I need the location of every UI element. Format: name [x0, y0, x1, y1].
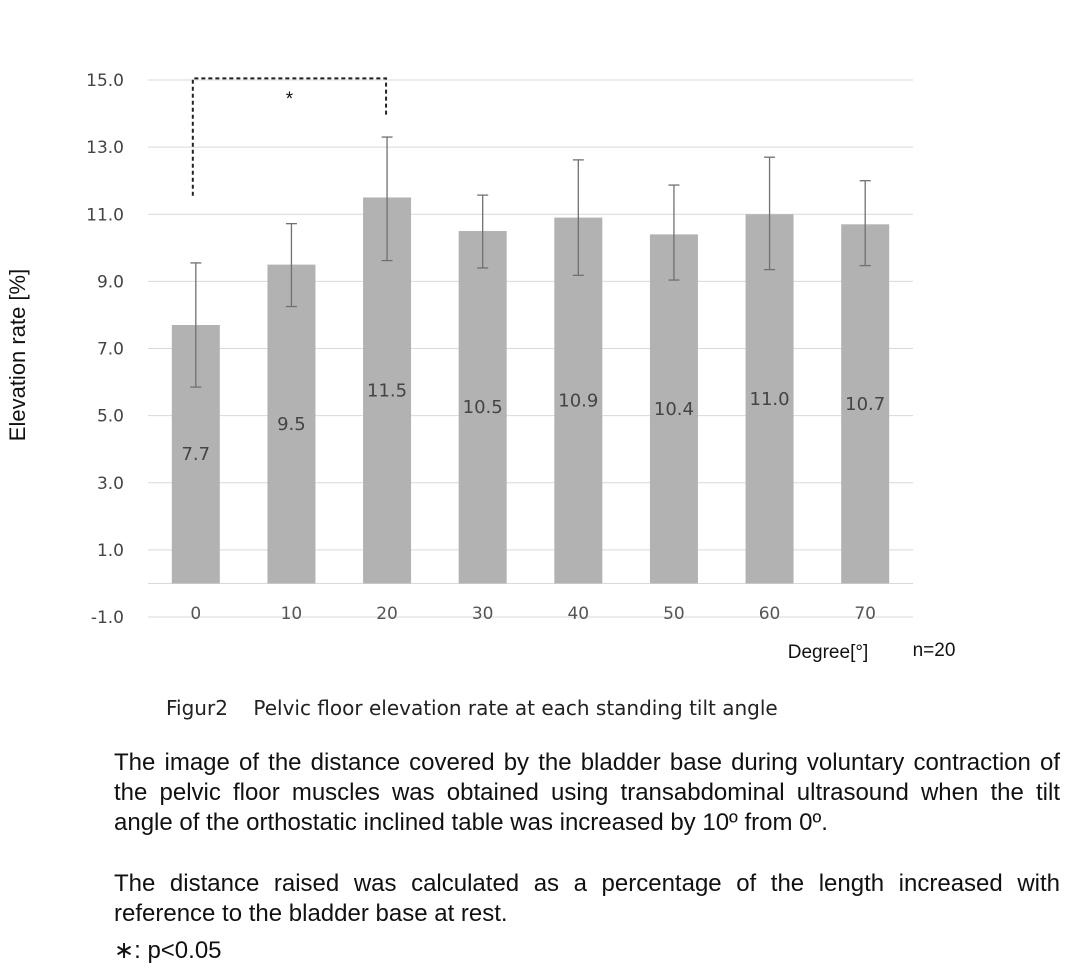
y-tick-label: 1.0 [96, 540, 124, 561]
y-axis-title: Elevation rate [%] [5, 268, 30, 442]
data-label: 10.5 [462, 397, 503, 419]
data-label: 9.5 [277, 414, 306, 436]
significance-bracket [193, 78, 386, 195]
data-label: 11.0 [749, 388, 790, 410]
figure-caption: Figur2 Pelvic floor elevation rate at each standing tilt angle [166, 696, 778, 720]
data-label: 10.7 [845, 393, 886, 415]
sample-size-note: n=20 [912, 640, 956, 661]
description-paragraph-2: The distance raised was calculated as a percentage of the length increased with reference to the bladder base at rest. [114, 870, 1060, 927]
y-tick-label: 13.0 [86, 138, 124, 159]
y-tick-label: 7.0 [96, 339, 124, 360]
significance-note: ∗: p<0.05 [114, 937, 222, 964]
y-tick-label: 9.0 [96, 272, 124, 293]
x-tick-label: 30 [471, 604, 494, 624]
x-tick-label: 20 [376, 604, 398, 624]
data-label: 10.9 [558, 390, 599, 412]
data-label: 11.5 [367, 380, 408, 402]
x-axis-ticks [190, 604, 876, 624]
x-axis-title: Degree[°] [787, 642, 869, 663]
significance-marker: * [285, 89, 294, 110]
data-label: 7.7 [181, 444, 211, 466]
y-tick-label: 11.0 [86, 205, 124, 226]
y-tick-label: 5.0 [96, 406, 124, 427]
x-tick-label: 50 [663, 604, 685, 624]
x-tick-label: 10 [280, 604, 303, 624]
y-axis-ticks [86, 71, 124, 628]
x-tick-label: 70 [854, 604, 877, 624]
grid-lines [148, 80, 913, 617]
x-tick-label: 0 [190, 604, 202, 624]
y-tick-label: -1.0 [90, 608, 124, 628]
data-label: 10.4 [653, 398, 694, 420]
y-tick-label: 15.0 [86, 71, 124, 91]
y-tick-label: 3.0 [96, 473, 124, 494]
x-tick-label: 60 [758, 604, 781, 624]
x-tick-label: 40 [567, 604, 590, 624]
description-paragraph-1: The image of the distance covered by the bladder base during voluntary contraction of the pelvic floor muscles was obtained using transabdominal ultrasound when the tilt angle of the orthostatic inclined table was increased by 10º from 0º. [114, 749, 1060, 836]
